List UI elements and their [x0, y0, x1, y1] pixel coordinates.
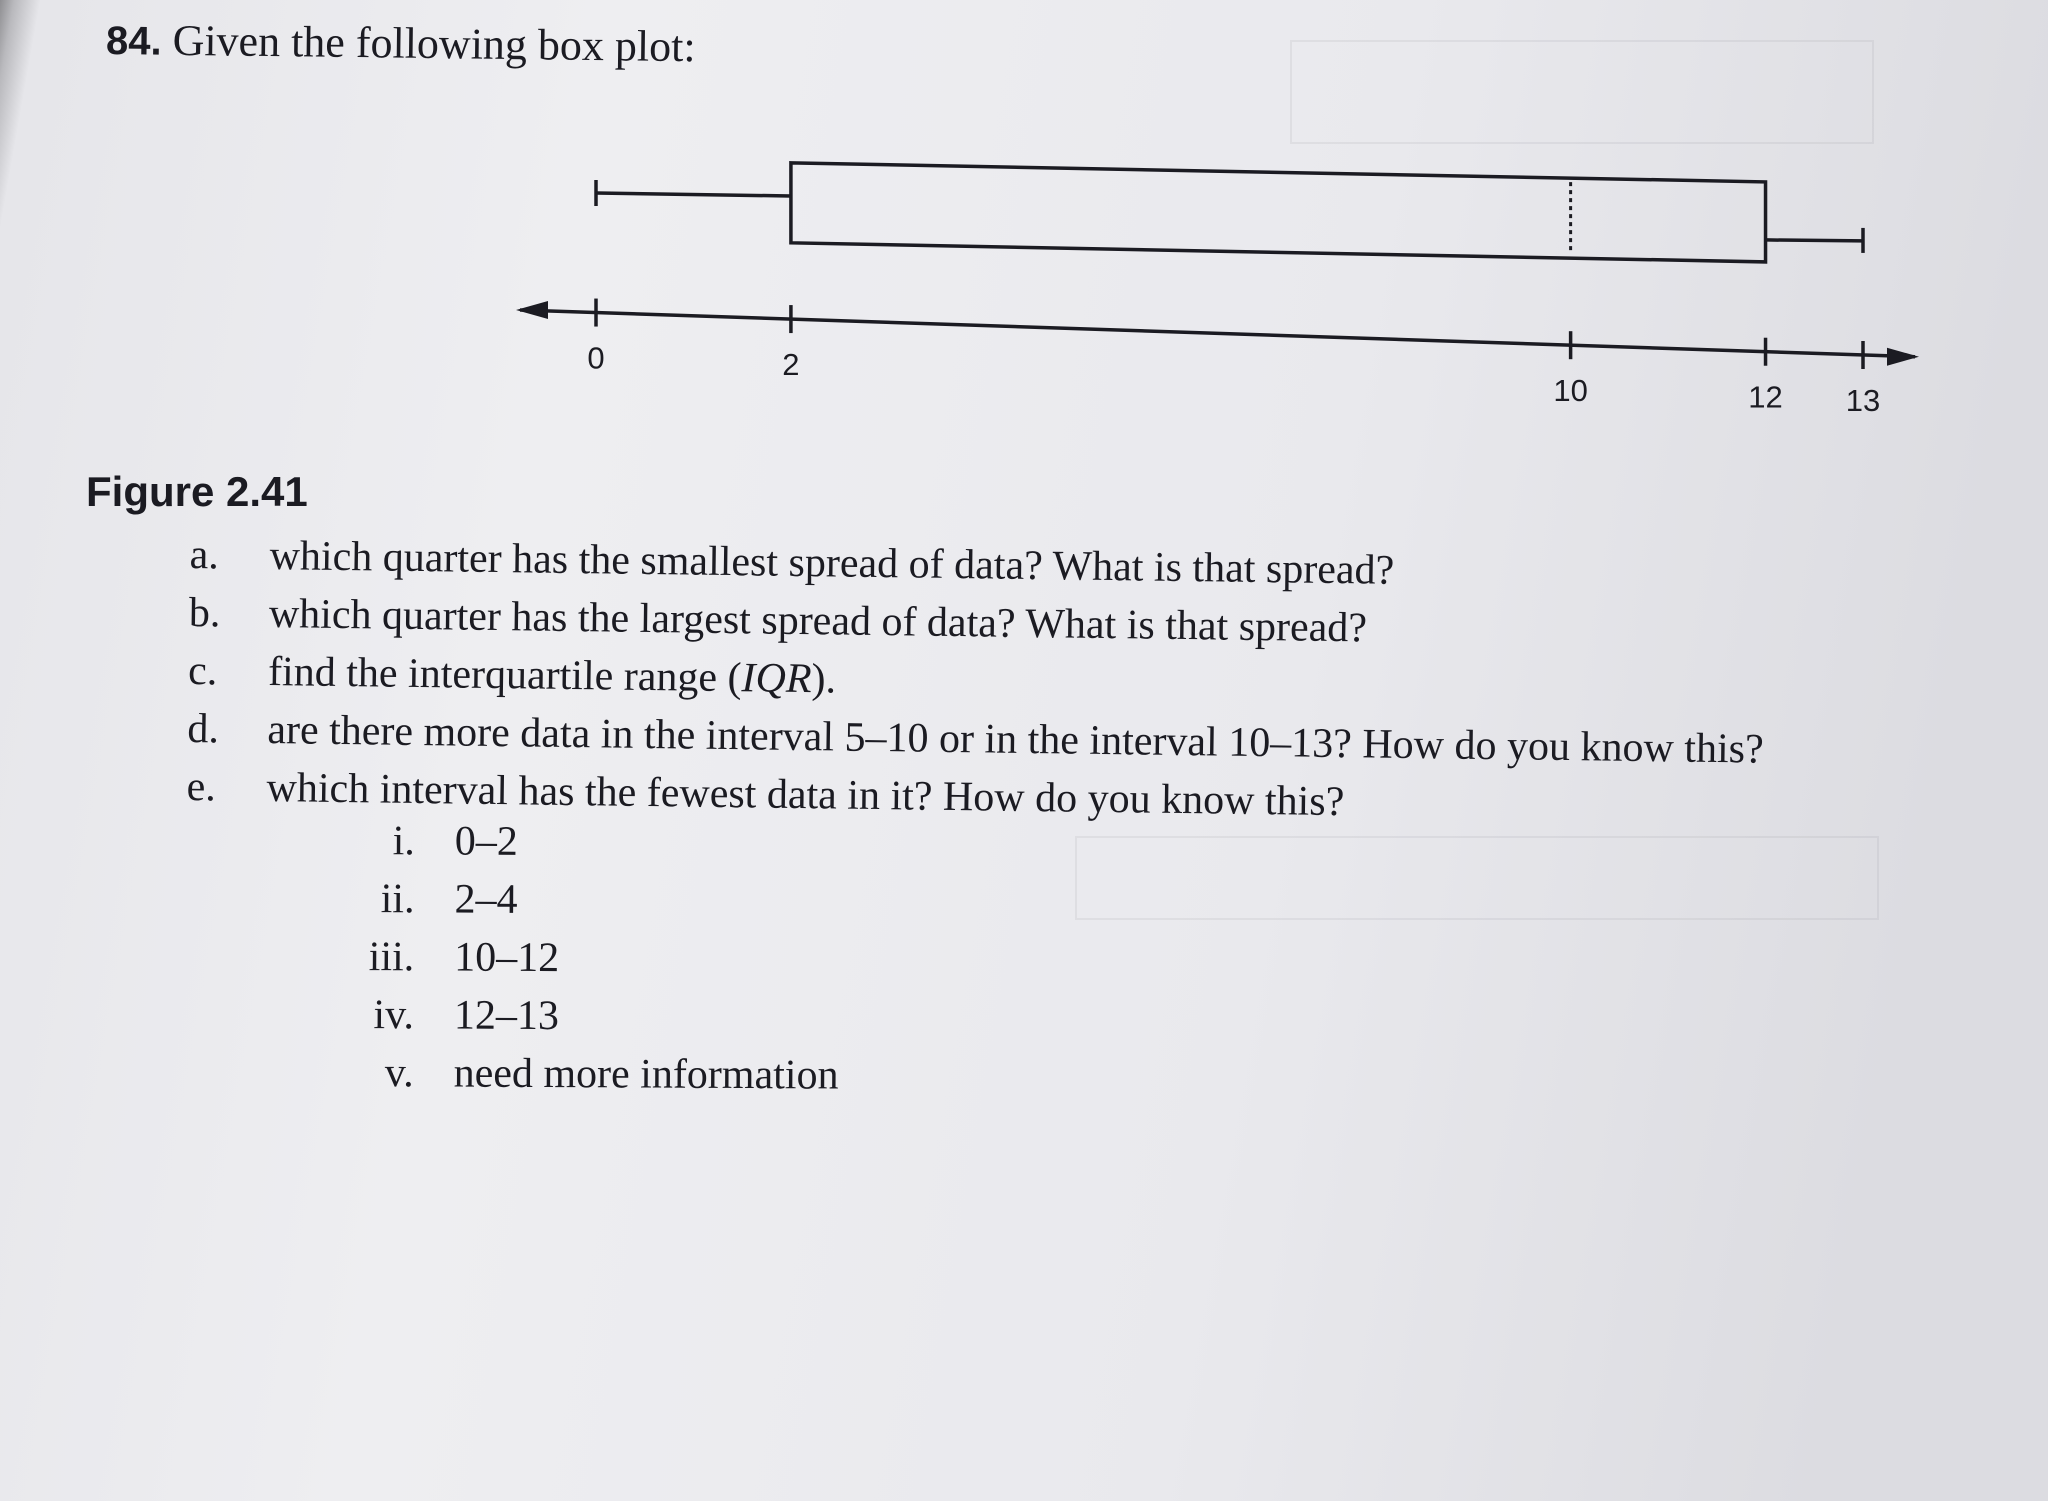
option-text: 12–13	[453, 992, 560, 1040]
left-arrow-icon	[516, 301, 548, 319]
tick-label: 13	[1845, 382, 1881, 418]
option-text: 0–2	[454, 818, 518, 865]
interval-options	[353, 814, 839, 1104]
lower-whisker	[596, 193, 791, 196]
option-numeral: v.	[384, 1050, 414, 1097]
question-letter: a.	[189, 531, 220, 579]
upper-whisker	[1766, 240, 1863, 241]
problem-prompt: Given the following box plot:	[172, 15, 696, 72]
question-letter: d.	[187, 705, 220, 753]
question-text-after: ).	[811, 656, 837, 703]
question-text: which interval has the fewest data in it? How do you know this?	[266, 765, 1345, 826]
tick-label: 10	[1553, 373, 1588, 409]
figure-caption: Figure 2.41	[86, 468, 308, 515]
iqr-box	[791, 163, 1766, 262]
box-plot-group	[516, 163, 1919, 418]
option-numeral: ii.	[380, 876, 415, 923]
tick-label: 0	[587, 340, 605, 376]
option-numeral: iv.	[373, 992, 415, 1039]
tick-label: 12	[1748, 379, 1783, 415]
option-numeral: i.	[392, 818, 415, 865]
box-plot-figure	[0, 0, 2048, 460]
iqr-term: IQR	[741, 655, 812, 703]
question-text: which quarter has the smallest spread of data? What is that spread?	[269, 533, 1395, 594]
option-text: 10–12	[454, 934, 560, 982]
question-letter: b.	[188, 589, 221, 637]
question-text: are there more data in the interval 5–10 or in the interval 10–13? How do you know this?	[267, 707, 1764, 773]
option-text: 2–4	[454, 876, 518, 923]
right-arrow-icon	[1887, 348, 1919, 366]
question-letter: c.	[187, 647, 218, 695]
tick-label: 2	[782, 347, 800, 383]
question-letter: e.	[186, 763, 217, 811]
question-text	[268, 645, 837, 706]
option-text: need more information	[453, 1050, 839, 1099]
question-text-before: find the interquartile range (	[267, 649, 742, 702]
show-through-box-middle	[1075, 836, 1879, 920]
question-list	[186, 528, 1990, 842]
question-text: which quarter has the largest spread of data? What is that spread?	[268, 591, 1368, 652]
number-line	[520, 310, 1915, 357]
problem-number: 84.	[105, 19, 162, 64]
option-numeral: iii.	[368, 934, 415, 981]
